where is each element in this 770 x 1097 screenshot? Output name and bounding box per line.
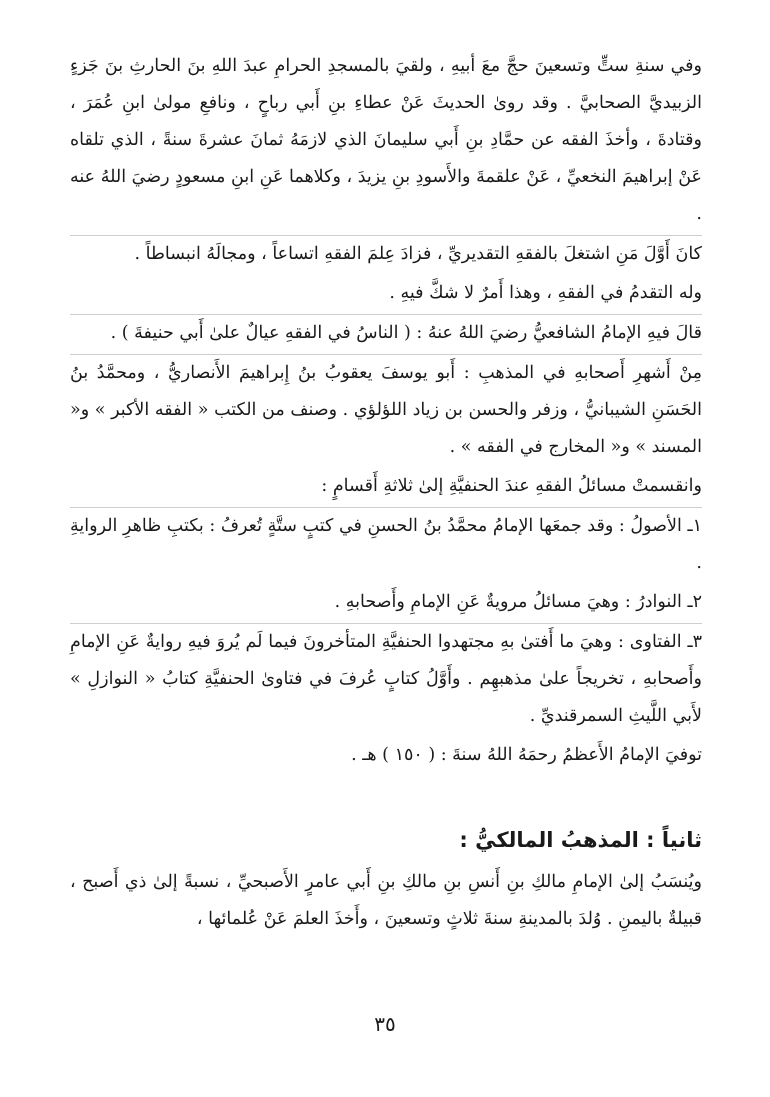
page-number: ٣٥ [374,1012,396,1036]
paragraph-divisions: وانقسمتْ مسائلُ الفقهِ عندَ الحنفيَّةِ إلىٰ ثلاثةِ أَقسامٍ : [321,476,702,496]
paragraph-first-jurist: كانَ أَوَّلَ مَنِ اشتغلَ بالفقهِ التقديريِّ ، فزادَ عِلمَ الفقهِ اتساعاً ، ومجالَهُ انبساطاً . [134,244,702,264]
list-item-fatawa: ٣ـ الفتاوى : وهيَ ما أَفتىٰ بهِ مجتهدوا الحنفيَّةِ المتأخرونَ فيما لَم يُروَ فيهِ روايةٌ عَنِ الإمامِ وأَصحابهِ ، تخريجاً علىٰ مذهبهِم . وأَوَّلُ كتابٍ عُرفَ في فتاوىٰ الحنفيَّةِ كتابُ « النوازلِ » لأَبي اللَّيثِ السمرقنديِّ . [70,632,702,726]
paragraph-precedence: وله التقدمُ في الفقهِ ، وهذا أَمرٌ لا شكَّ فيهِ . [389,283,702,303]
paragraph-shafii-quote: قالَ فيهِ الإمامُ الشافعيُّ رضيَ اللهُ عنهُ : ( الناسُ في الفقهِ عيالٌ علىٰ أَبي حنيفةَ ) . [110,323,702,343]
section-heading-maliki: ثانياً : المذهبُ المالكيُّ : [459,828,702,852]
paragraph-companions: مِنْ أَشهرِ أَصحابهِ في المذهبِ : أَبو يوسفَ يعقوبُ بنُ إِبراهيمَ الأَنصاريُّ ، ومحمَّدُ بنُ الحَسَنِ الشيبانيُّ ، وزفر والحسن بن زياد اللؤلؤي . وصنف من الكتب « الفقه الأكبر » و« المسند » و« المخارج في الفقه » . [70,363,702,457]
list-item-usul: ١ـ الأصولُ : وقد جمعَها الإمامُ محمَّدُ بنُ الحسنِ في كتبٍ ستَّةٍ تُعرفُ : بكتبِ ظاهرِ الروايةِ . [70,516,702,573]
section-gap [70,776,702,820]
document-page [70,48,702,940]
paragraph-biography: وفي سنةِ ستٍّ وتسعينَ حجَّ معَ أبيهِ ، ولقيَ بالمسجدِ الحرامِ عبدَ اللهِ بنَ الحارثِ بنَ جَزءٍ الزبيديَّ الصحابيَّ . وقد روىٰ الحديثَ عَنْ عطاءِ بنِ أَبي رباحٍ ، ونافعِ مولىٰ ابنِ عُمَرَ ، وقتادةَ ، وأخذَ الفقه عن حمَّادِ بنِ أَبي سليمانَ الذي لازمَهُ ثمانَ عشرةَ سنةً ، الذي تلقاه عَنْ إبراهيمَ النخعيِّ ، عَنْ علقمةَ والأَسودِ بنِ يزيدَ ، وكلاهما عَنِ ابنِ مسعودٍ رضيَ اللهُ عنه . [70,56,702,224]
list-item-nawadir: ٢ـ النوادرُ : وهيَ مسائلُ مرويةٌ عَنِ الإمامِ وأَصحابهِ . [334,592,702,612]
paragraph-malik-intro: ويُنسَبُ إلىٰ الإمامِ مالكِ بنِ أَنسِ بنِ مالكِ بنِ أَبي عامرٍ الأَصبحيِّ ، نسبةً إلىٰ ذي أَصبح ، قبيلةٌ باليمنِ . وُلدَ بالمدينةِ سنةَ ثلاثٍ وتسعينَ ، وأَخذَ العلمَ عَنْ عُلمائها ، [70,872,702,929]
paragraph-death-year: توفيَ الإمامُ الأَعظمُ رحمَهُ اللهُ سنةَ : ( ١٥٠ ) هـ . [351,745,702,765]
